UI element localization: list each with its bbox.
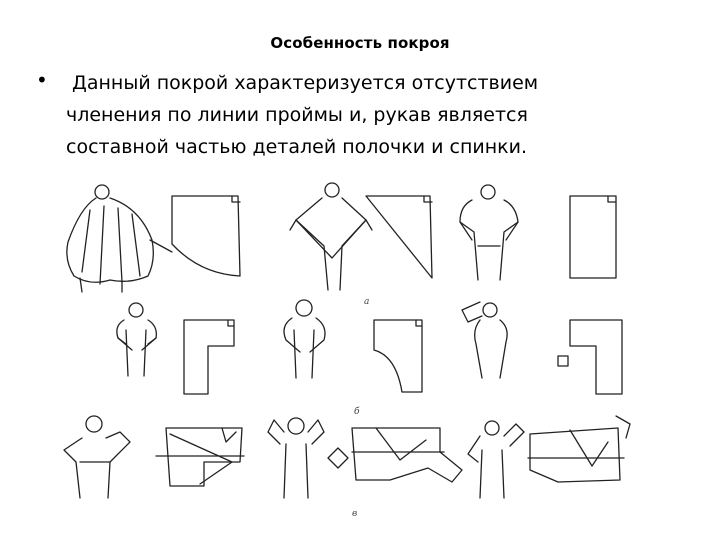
figure-arm-raised	[462, 302, 507, 378]
pattern-quarter-circle	[172, 196, 240, 276]
pattern-triangle	[366, 196, 432, 278]
body-line-1: Данный покрой характеризуется отсутствием	[72, 72, 539, 94]
row-label-a: а	[364, 297, 370, 307]
pattern-batwing	[352, 428, 462, 482]
pattern-l-shape	[184, 320, 234, 394]
figure-cape-dress	[67, 185, 172, 292]
figure-arms-raised	[268, 418, 324, 498]
pattern-rectangle	[570, 196, 616, 278]
bullet-icon: •	[36, 68, 48, 92]
row-label-c: в	[352, 509, 358, 519]
figure-kimono-top	[460, 185, 518, 280]
pattern-dolman	[528, 416, 630, 482]
body-line-2: членения по линии проймы и, рукав является	[66, 104, 528, 126]
slide-title: Особенность покроя	[270, 34, 450, 52]
figure-poncho-top	[290, 183, 372, 290]
pattern-curved-sleeve	[374, 320, 422, 392]
body-line-3: составной частью деталей полочки и спинки.	[66, 136, 528, 158]
row-label-b: б	[354, 407, 360, 417]
pattern-diamond	[328, 448, 348, 468]
figure-one-arm-up	[468, 421, 524, 498]
pattern-wide-sleeve	[156, 428, 244, 486]
pattern-illustration	[60, 180, 660, 525]
figure-hands-hips-2	[284, 300, 325, 378]
figure-hands-hips-1	[117, 303, 156, 376]
body-paragraph	[66, 67, 656, 163]
figure-bolero	[64, 416, 130, 498]
pattern-l-notched	[558, 320, 622, 394]
